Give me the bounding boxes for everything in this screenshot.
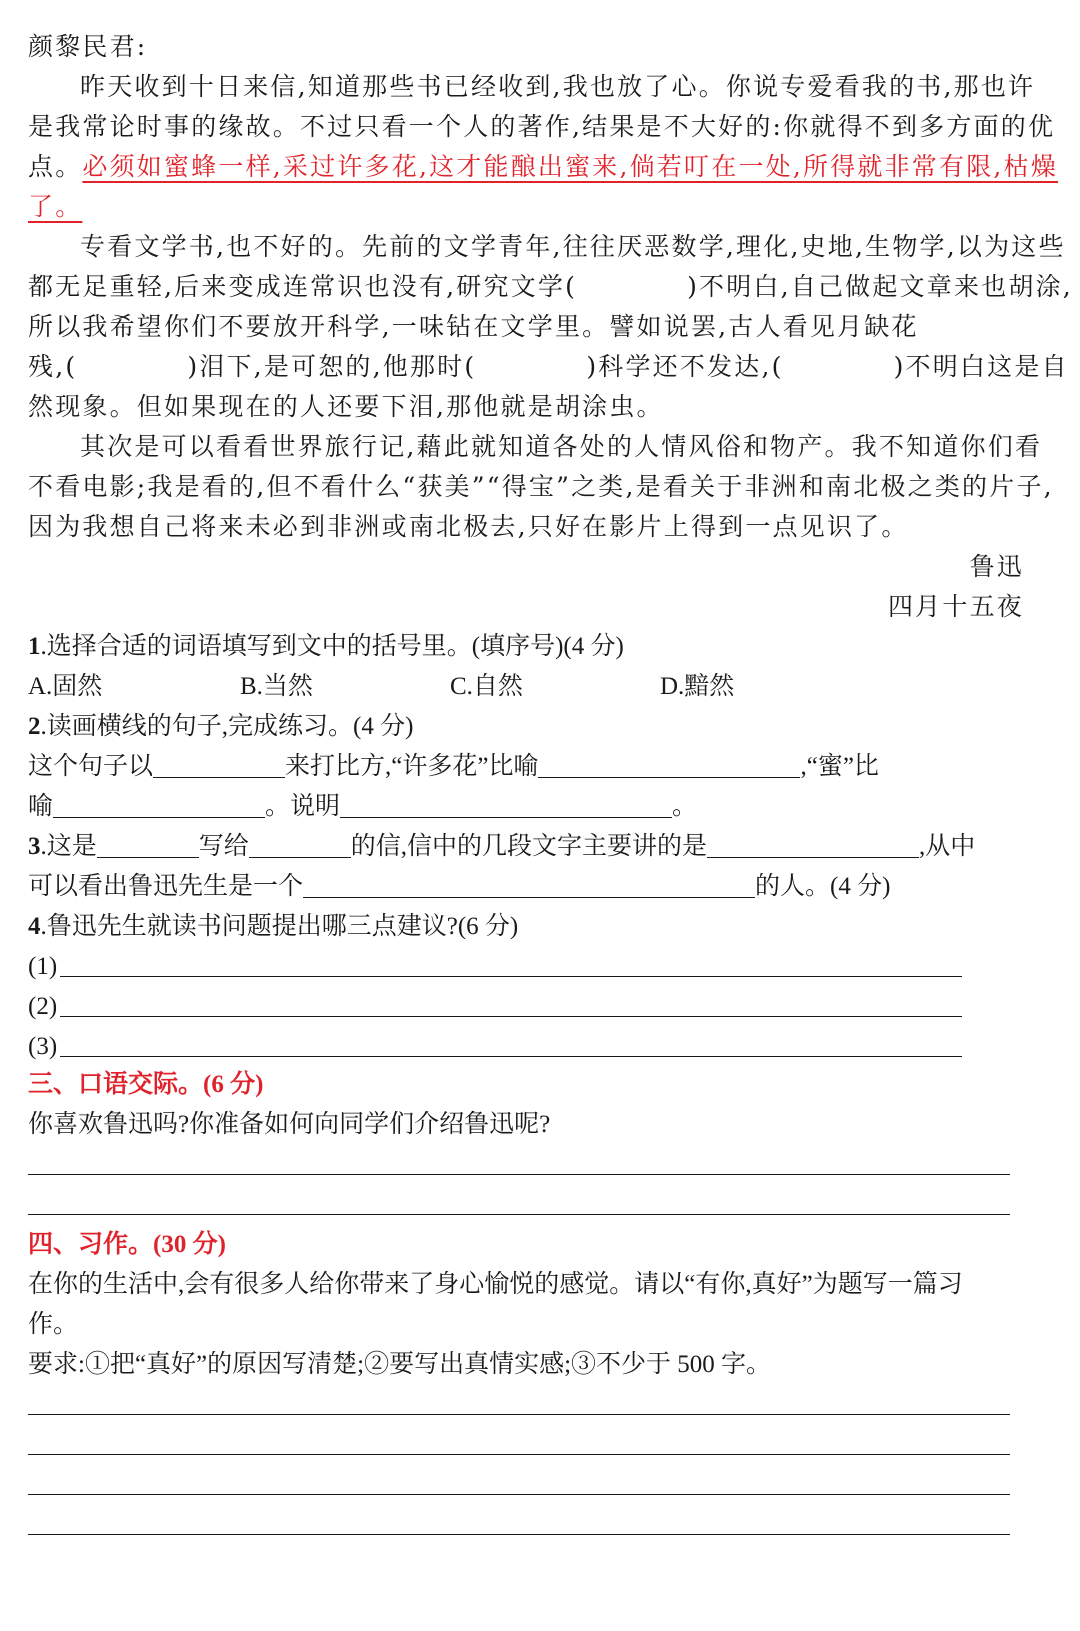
section-3-answer-line-1[interactable] (28, 1174, 1010, 1175)
question-3-line-1 (28, 830, 975, 864)
question-text: ,“蜜”比 (800, 753, 879, 780)
q1-option-a: A.固然 (28, 673, 103, 700)
writing-line-1[interactable] (28, 1414, 1010, 1415)
question-text: .读画横线的句子,完成练习。(4 分) (40, 713, 414, 740)
q4-answer-line-3[interactable] (60, 1056, 962, 1057)
writing-line-3[interactable] (28, 1494, 1010, 1495)
q4-answer-line-1[interactable] (60, 976, 962, 977)
question-number: 3 (28, 833, 41, 860)
question-text: 的人。(4 分) (755, 873, 891, 900)
letter-text: )泪下,是可恕的,他那时( (187, 352, 477, 381)
writing-line-4[interactable] (28, 1534, 1010, 1535)
q2-blank-3[interactable] (53, 791, 265, 818)
question-2 (28, 710, 413, 744)
question-3-line-2 (28, 870, 890, 904)
letter-paragraph-1-line-2: 是我常论时事的缘故。不过只看一个人的著作,结果是不大好的:你就得不到多方面的优 (28, 112, 1056, 141)
q3-blank-1[interactable] (97, 831, 199, 858)
letter-paragraph-3-line-3: 因为我想自己将来未必到非洲或南北极去,只好在影片上得到一点见识了。 (28, 512, 909, 541)
section-3-answer-line-2[interactable] (28, 1214, 1010, 1215)
q3-blank-3[interactable] (707, 831, 919, 858)
letter-paragraph-2-line-1: 专看文学书,也不好的。先前的文学青年,往往厌恶数学,理化,史地,生物学,以为这些 (80, 232, 1066, 261)
q2-blank-1[interactable] (153, 751, 285, 778)
underlined-sentence: 必须如蜜蜂一样,采过许多花,这才能酿出蜜来,倘若叮在一处,所得就非常有限,枯燥 (82, 152, 1058, 181)
question-number: 2 (28, 713, 41, 740)
section-3-heading: 三、口语交际。(6 分) (28, 1071, 264, 1098)
question-text: 写给 (198, 833, 249, 860)
question-text: .选择合适的词语填写到文中的括号里。(填序号)(4 分) (40, 633, 624, 660)
section-4-prompt-line-2: 作。 (28, 1311, 79, 1338)
question-text: .这是 (40, 833, 97, 860)
q3-blank-4[interactable] (303, 871, 755, 898)
letter-text: )不明白这是自 (893, 352, 1069, 381)
q2-blank-4[interactable] (340, 791, 672, 818)
underlined-sentence-end: 了。 (28, 192, 83, 221)
letter-paragraph-2-line-5: 然现象。但如果现在的人还要下泪,那他就是胡涂虫。 (28, 392, 664, 421)
question-1 (28, 630, 624, 664)
section-3-prompt: 你喜欢鲁迅吗?你准备如何向同学们介绍鲁迅呢? (28, 1111, 551, 1138)
q1-option-d: D.黯然 (660, 673, 735, 700)
q3-blank-2[interactable] (249, 831, 351, 858)
question-text: 。说明 (265, 793, 341, 820)
question-text: 。 (672, 793, 698, 820)
q2-line-2 (28, 790, 697, 824)
section-4-prompt-line-1: 在你的生活中,会有很多人给你带来了身心愉悦的感觉。请以“有你,真好”为题写一篇习 (28, 1271, 963, 1298)
section-4-requirements: 要求:①把“真好”的原因写清楚;②要写出真情实感;③不少于 500 字。 (28, 1351, 772, 1378)
letter-paragraph-2-line-2 (28, 270, 1073, 304)
q4-answer-line-2[interactable] (60, 1016, 962, 1017)
q4-item-1 (28, 950, 57, 984)
question-text: ,从中 (919, 833, 976, 860)
question-text: 喻 (28, 793, 54, 820)
letter-text: )科学还不发达,( (586, 352, 784, 381)
question-4 (28, 910, 518, 944)
q2-blank-2[interactable] (538, 751, 800, 778)
question-text: .鲁迅先生就读书问题提出哪三点建议?(6 分) (40, 913, 519, 940)
letter-paragraph-1-line-1: 昨天收到十日来信,知道那些书已经收到,我也放了心。你说专爱看我的书,那也许 (80, 72, 1036, 101)
q1-option-b: B.当然 (240, 673, 313, 700)
item-label: (3) (28, 1033, 58, 1060)
item-label: (1) (28, 953, 58, 980)
question-text: 可以看出鲁迅先生是一个 (28, 873, 304, 900)
letter-paragraph-1-line-3 (28, 150, 1058, 184)
question-number: 1 (28, 633, 41, 660)
q4-item-2 (28, 990, 57, 1024)
q2-line-1 (28, 750, 879, 784)
q1-option-c: C.自然 (450, 673, 523, 700)
letter-signature: 鲁迅 (969, 552, 1024, 581)
q4-item-3 (28, 1030, 57, 1064)
letter-text: 残,( (28, 352, 78, 381)
letter-paragraph-3-line-2: 不看电影;我是看的,但不看什么“获美”“得宝”之类,是看关于非洲和南北极之类的片子, (28, 472, 1054, 501)
letter-text: )不明白,自己做起文章来也胡涂, (687, 272, 1073, 301)
letter-paragraph-2-line-3: 所以我希望你们不要放开科学,一味钻在文学里。譬如说罢,古人看见月缺花 (28, 312, 919, 341)
section-4-heading: 四、习作。(30 分) (28, 1231, 226, 1258)
letter-text: 点。 (28, 152, 83, 181)
letter-paragraph-2-line-4 (28, 350, 1069, 384)
question-text: 的信,信中的几段文字主要讲的是 (350, 833, 708, 860)
item-label: (2) (28, 993, 58, 1020)
writing-line-2[interactable] (28, 1454, 1010, 1455)
letter-date: 四月十五夜 (887, 592, 1024, 621)
letter-salutation: 颜黎民君: (28, 32, 148, 61)
question-text: 来打比方,“许多花”比喻 (285, 753, 539, 780)
letter-text: 都无足重轻,后来变成连常识也没有,研究文学( (28, 272, 578, 301)
letter-paragraph-1-line-4 (28, 190, 104, 224)
question-text: 这个句子以 (28, 753, 154, 780)
question-number: 4 (28, 913, 41, 940)
letter-paragraph-3-line-1: 其次是可以看看世界旅行记,藉此就知道各处的人情风俗和物产。我不知道你们看 (80, 432, 1043, 461)
